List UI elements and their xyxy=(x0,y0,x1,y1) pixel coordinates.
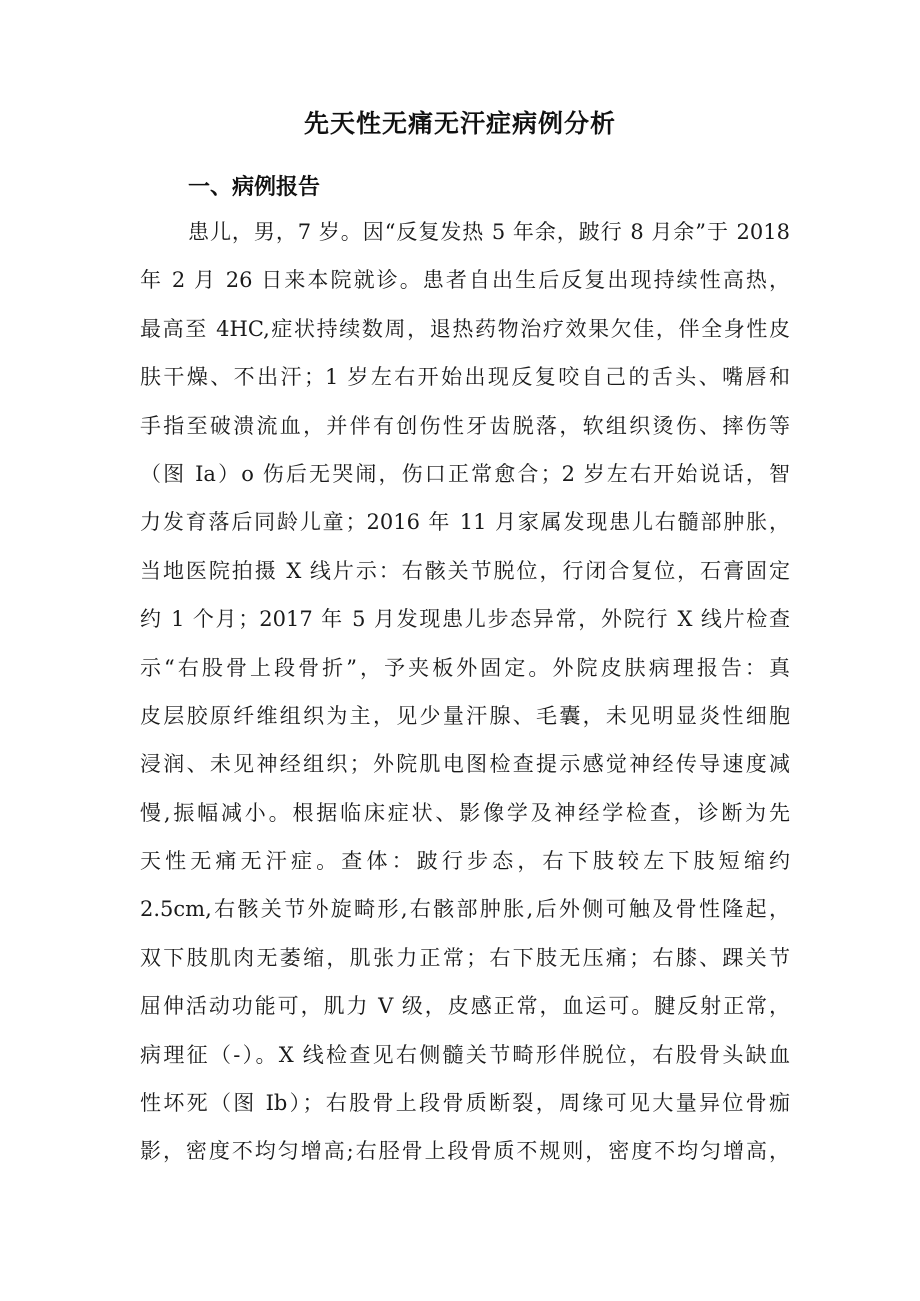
text-line: 双下肢肌肉无萎缩，肌张力正常；右下肢无压痛；右膝、踝关节 xyxy=(140,945,790,970)
text-line: 肤干燥、不出汗；1 岁左右开始出现反复咬自己的舌头、嘴唇和 xyxy=(140,365,790,390)
text-line: 力发育落后同龄儿童；2016 年 11 月家属发现患儿右髓部肿胀， xyxy=(140,510,790,535)
text-line: 2.5cm,右骸关节外旋畸形,右骸部肿胀,后外侧可触及骨性隆起， xyxy=(140,897,790,922)
text-line: 屈伸活动功能可，肌力 V 级，皮感正常，血运可。腱反射正常， xyxy=(140,994,790,1019)
text-line: 病理征（-）。X 线检查见右侧髓关节畸形伴脱位，右股骨头缺血 xyxy=(140,1042,790,1067)
text-line: 最高至 4HC,症状持续数周，退热药物治疗效果欠佳，伴全身性皮 xyxy=(140,316,790,341)
text-line: （图 Ia）o 伤后无哭闹，伤口正常愈合；2 岁左右开始说话，智 xyxy=(140,461,790,486)
text-line: 天性无痛无汗症。查体：跛行步态，右下肢较左下肢短缩约 xyxy=(140,849,790,874)
case-report-paragraph xyxy=(140,208,790,1176)
text-line: 浸润、未见神经组织；外院肌电图检查提示感觉神经传导速度减 xyxy=(140,752,790,777)
text-line: 患儿，男，7 岁。因“反复发热 5 年余，跛行 8 月余”于 2018 xyxy=(188,220,790,244)
text-line: 年 2 月 26 日来本院就诊。患者自出生后反复出现持续性高热， xyxy=(140,268,790,293)
text-line: 当地医院拍摄 X 线片示：右骸关节脱位，行闭合复位，石膏固定 xyxy=(140,558,790,583)
section-heading: 一、病例报告 xyxy=(188,175,321,200)
text-line: 皮层胶原纤维组织为主，见少量汗腺、毛囊，未见明显炎性细胞 xyxy=(140,703,790,728)
text-line: 性坏死（图 Ib）；右股骨上段骨质断裂，周缘可见大量异位骨痂 xyxy=(140,1091,790,1116)
text-line: 慢,振幅减小。根据临床症状、影像学及神经学检查，诊断为先 xyxy=(140,800,790,825)
text-line: 约 1 个月；2017 年 5 月发现患儿步态异常，外院行 X 线片检查 xyxy=(140,607,790,632)
document-title: 先天性无痛无汗症病例分析 xyxy=(303,109,616,138)
text-line: 影，密度不均匀增高;右胫骨上段骨质不规则，密度不均匀增高， xyxy=(140,1139,790,1164)
text-line: 示“右股骨上段骨折”，予夹板外固定。外院皮肤病理报告：真 xyxy=(140,655,790,680)
text-line: 手指至破溃流血，并伴有创伤性牙齿脱落，软组织烫伤、摔伤等 xyxy=(140,413,790,438)
